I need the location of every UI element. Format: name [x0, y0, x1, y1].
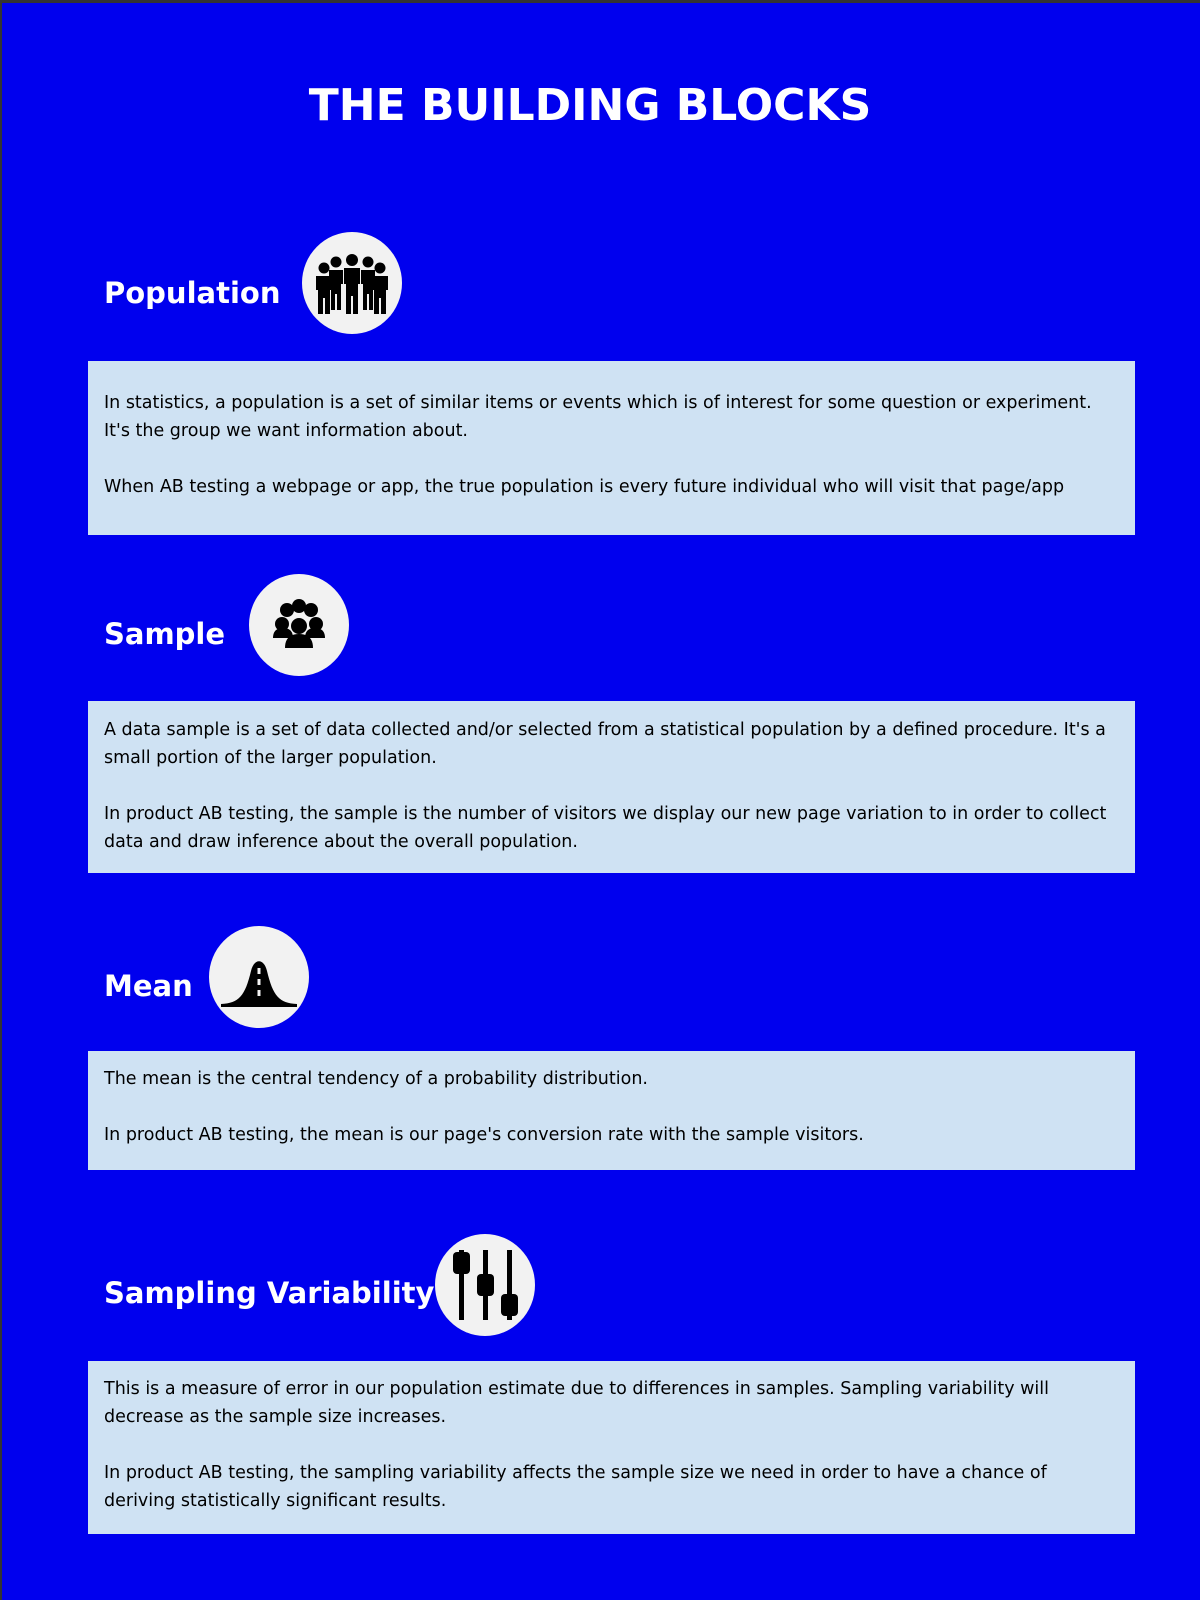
small-group-icon — [249, 574, 349, 676]
section-heading-sampling-variability: Sampling Variability — [104, 1276, 435, 1310]
paragraph: A data sample is a set of data collected and/or selected from a statistical population by a defined procedure. It's a small portion of the larger population. — [104, 720, 1106, 768]
paragraph: The mean is the central tendency of a probability distribution. — [104, 1069, 648, 1089]
paragraph: When AB testing a webpage or app, the true population is every future individual who will visit that page/app — [104, 477, 1065, 497]
paragraph: In product AB testing, the sampling variability affects the sample size we need in order to have a chance of deriving statistically significant results. — [104, 1463, 1047, 1511]
paragraph: In product AB testing, the mean is our page's conversion rate with the sample visitors. — [104, 1125, 864, 1145]
sliders-icon — [435, 1234, 535, 1336]
section-heading-sample: Sample — [104, 617, 226, 651]
description-box-sample — [88, 701, 1135, 873]
section-heading-mean: Mean — [104, 969, 193, 1003]
page-title: THE BUILDING BLOCKS — [308, 80, 872, 131]
paragraph: In product AB testing, the sample is the number of visitors we display our new page variation to in order to collect data and draw inference about the overall population. — [104, 804, 1107, 852]
people-group-icon — [302, 232, 402, 334]
paragraph: In statistics, a population is a set of similar items or events which is of interest for some question or experiment. It's the group we want information about. — [104, 393, 1092, 441]
description-box-sampling-variability — [88, 1361, 1135, 1534]
description-box-mean — [88, 1051, 1135, 1170]
description-box-population — [88, 361, 1135, 535]
paragraph: This is a measure of error in our population estimate due to differences in samples. Sampling variability will decrease as the sample size increases. — [104, 1379, 1050, 1427]
section-heading-population: Population — [104, 276, 281, 310]
bell-curve-icon — [209, 926, 309, 1028]
